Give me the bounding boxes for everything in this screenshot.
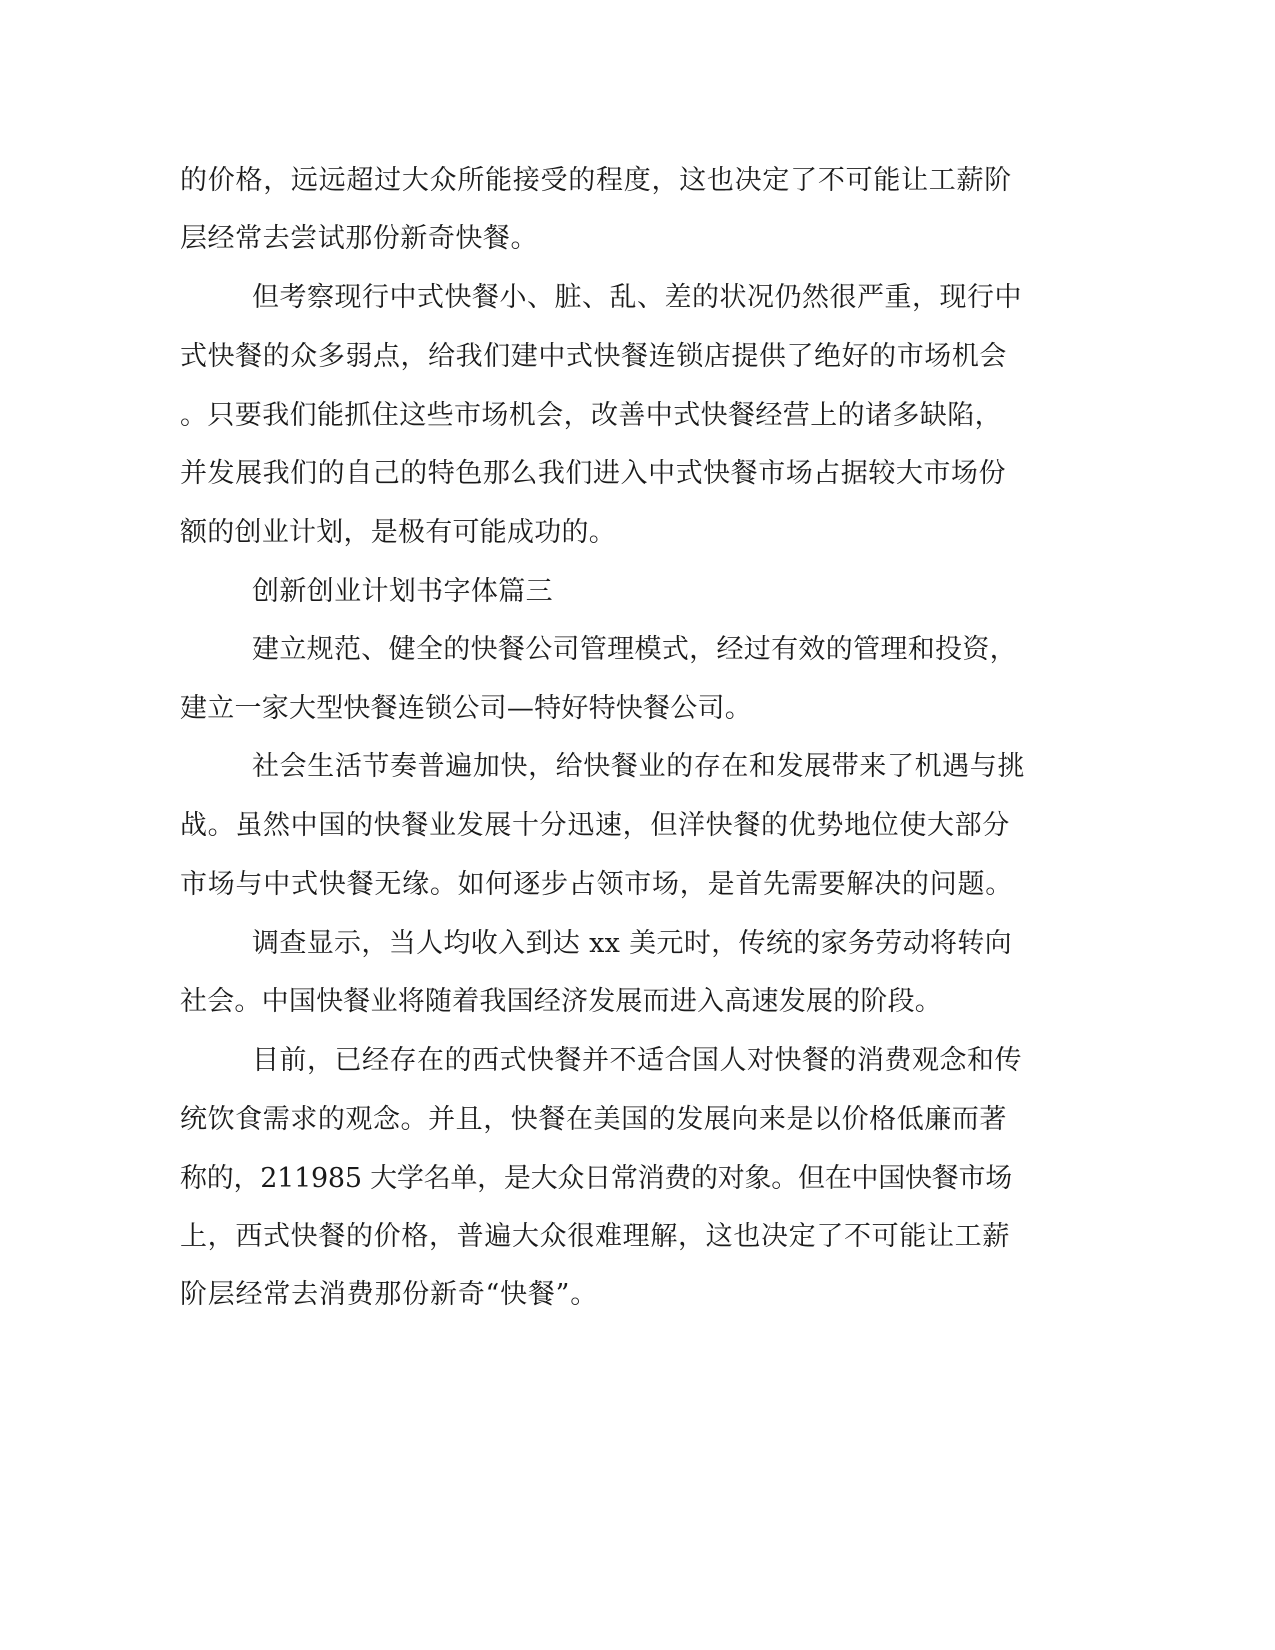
text-line: 市场与中式快餐无缘。如何逐步占领市场，是首先需要解决的问题。 bbox=[180, 869, 1013, 900]
text-line: 额的创业计划，是极有可能成功的。 bbox=[180, 517, 616, 548]
text-line: 称的，211985 大学名单，是大众日常消费的对象。但在中国快餐市场 bbox=[180, 1163, 1012, 1194]
text-line: 统饮食需求的观念。并且，快餐在美国的发展向来是以价格低廉而著 bbox=[180, 1104, 1007, 1135]
text-line: 调查显示，当人均收入到达 xx 美元时，传统的家务劳动将转向 bbox=[252, 928, 1012, 959]
text-line: 式快餐的众多弱点，给我们建中式快餐连锁店提供了绝好的市场机会 bbox=[180, 341, 1007, 372]
text-line: 目前，已经存在的西式快餐并不适合国人对快餐的消费观念和传 bbox=[252, 1045, 1022, 1076]
text-line: 战。虽然中国的快餐业发展十分迅速，但洋快餐的优势地位使大部分 bbox=[180, 810, 1010, 841]
text-line: 建立一家大型快餐连锁公司—特好特快餐公司。 bbox=[180, 693, 752, 724]
text-line: 层经常去尝试那份新奇快餐。 bbox=[180, 223, 538, 254]
text-line: 并发展我们的自己的特色那么我们进入中式快餐市场占据较大市场份 bbox=[180, 458, 1006, 489]
text-line: 社会。中国快餐业将随着我国经济发展而进入高速发展的阶段。 bbox=[180, 986, 942, 1017]
text-line: 阶层经常去消费那份新奇“快餐”。 bbox=[180, 1279, 598, 1310]
text-line: 但考察现行中式快餐小、脏、乱、差的状况仍然很严重，现行中 bbox=[252, 282, 1022, 313]
text-line: 建立规范、健全的快餐公司管理模式，经过有效的管理和投资， bbox=[252, 634, 1017, 665]
text-line: 社会生活节奏普遍加快，给快餐业的存在和发展带来了机遇与挑 bbox=[252, 751, 1025, 782]
text-line: 上，西式快餐的价格，普遍大众很难理解，这也决定了不可能让工薪 bbox=[180, 1221, 1010, 1252]
section-heading: 创新创业计划书字体篇三 bbox=[252, 576, 553, 607]
text-line: 。只要我们能抓住这些市场机会，改善中式快餐经营上的诸多缺陷， bbox=[180, 400, 1002, 431]
text-line: 的价格，远远超过大众所能接受的程度，这也决定了不可能让工薪阶 bbox=[180, 165, 1012, 196]
